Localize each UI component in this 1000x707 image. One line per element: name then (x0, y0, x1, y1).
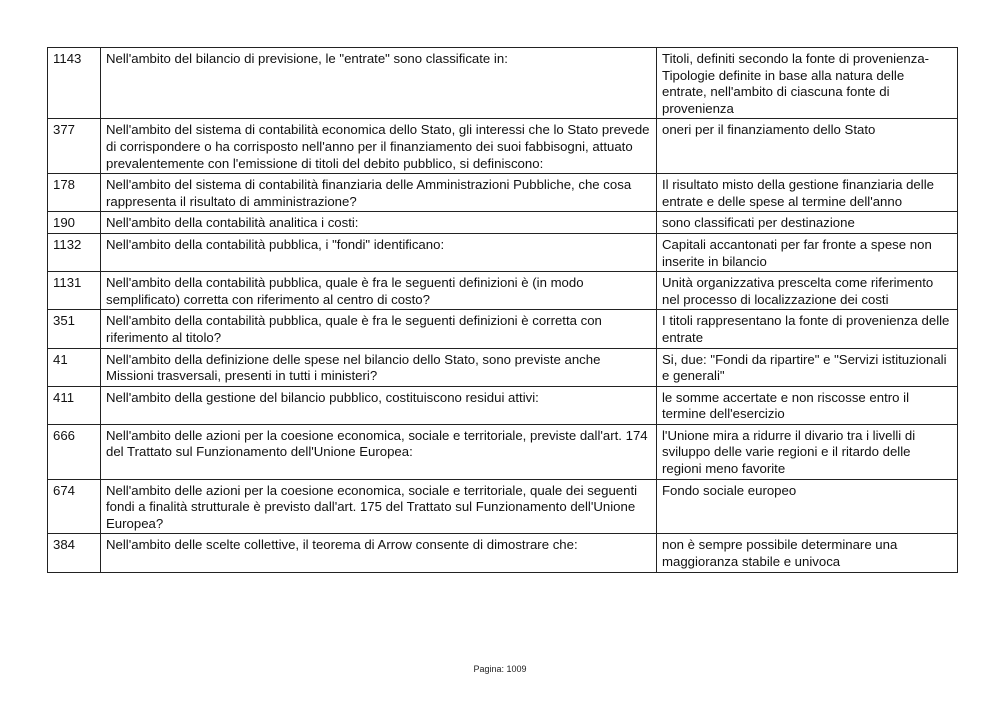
question-text: Nell'ambito della contabilità analitica i costi: (101, 212, 657, 234)
question-text: Nell'ambito delle scelte collettive, il teorema di Arrow consente di dimostrare che: (101, 534, 657, 572)
question-id: 41 (48, 348, 101, 386)
table-row (48, 424, 958, 479)
question-text: Nell'ambito del sistema di contabilità finanziaria delle Amministrazioni Pubbliche, che cosa rappresenta il risultato di amministrazione? (101, 174, 657, 212)
question-id: 178 (48, 174, 101, 212)
question-id: 377 (48, 119, 101, 174)
question-id: 1132 (48, 233, 101, 271)
answer-text: I titoli rappresentano la fonte di provenienza delle entrate (657, 310, 958, 348)
table-row (48, 479, 958, 534)
table-row (48, 310, 958, 348)
question-id: 411 (48, 386, 101, 424)
question-id: 190 (48, 212, 101, 234)
question-text: Nell'ambito della contabilità pubblica, quale è fra le seguenti definizioni è (in modo semplificato) corretta con riferimento al centro di costo? (101, 272, 657, 310)
question-id: 674 (48, 479, 101, 534)
answer-text: Il risultato misto della gestione finanziaria delle entrate e delle spese al termine dell'anno (657, 174, 958, 212)
question-id: 1131 (48, 272, 101, 310)
question-text: Nell'ambito della gestione del bilancio pubblico, costituiscono residui attivi: (101, 386, 657, 424)
table-row (48, 272, 958, 310)
question-text: Nell'ambito del sistema di contabilità economica dello Stato, gli interessi che lo Stato prevede di corrispondere o ha corrisposto nell'anno per il finanziamento dei suoi fabbisogni, attuato prevalentemente con l'emissione di titoli del debito pubblico, si definiscono: (101, 119, 657, 174)
qa-table (47, 47, 958, 573)
question-id: 384 (48, 534, 101, 572)
question-text: Nell'ambito del bilancio di previsione, le "entrate" sono classificate in: (101, 48, 657, 119)
table-row (48, 212, 958, 234)
table-row (48, 174, 958, 212)
answer-text: Si, due: "Fondi da ripartire" e "Servizi istituzionali e generali" (657, 348, 958, 386)
question-text: Nell'ambito delle azioni per la coesione economica, sociale e territoriale, previste dall'art. 174 del Trattato sul Funzionamento dell'Unione Europea: (101, 424, 657, 479)
page-number: Pagina: 1009 (473, 664, 527, 674)
question-id: 351 (48, 310, 101, 348)
table-row (48, 48, 958, 119)
question-id: 1143 (48, 48, 101, 119)
answer-text: non è sempre possibile determinare una maggioranza stabile e univoca (657, 534, 958, 572)
table-row (48, 348, 958, 386)
question-text: Nell'ambito della definizione delle spese nel bilancio dello Stato, sono previste anche Missioni trasversali, presenti in tutti i ministeri? (101, 348, 657, 386)
answer-text: Fondo sociale europeo (657, 479, 958, 534)
table-row (48, 534, 958, 572)
answer-text: oneri per il finanziamento dello Stato (657, 119, 958, 174)
table-row (48, 386, 958, 424)
answer-text: Titoli, definiti secondo la fonte di provenienza- Tipologie definite in base alla natura delle entrate, nell'ambito di ciascuna fonte di provenienza (657, 48, 958, 119)
question-text: Nell'ambito della contabilità pubblica, i "fondi" identificano: (101, 233, 657, 271)
question-id: 666 (48, 424, 101, 479)
question-text: Nell'ambito delle azioni per la coesione economica, sociale e territoriale, quale dei seguenti fondi a finalità strutturale è previsto dall'art. 175 del Trattato sul Funzionamento dell'Unione Europea? (101, 479, 657, 534)
answer-text: le somme accertate e non riscosse entro il termine dell'esercizio (657, 386, 958, 424)
table-row (48, 119, 958, 174)
answer-text: l'Unione mira a ridurre il divario tra i livelli di sviluppo delle varie regioni e il ritardo delle regioni meno favorite (657, 424, 958, 479)
table-row (48, 233, 958, 271)
question-text: Nell'ambito della contabilità pubblica, quale è fra le seguenti definizioni è corretta con riferimento al titolo? (101, 310, 657, 348)
answer-text: Unità organizzativa prescelta come riferimento nel processo di localizzazione dei costi (657, 272, 958, 310)
answer-text: Capitali accantonati per far fronte a spese non inserite in bilancio (657, 233, 958, 271)
answer-text: sono classificati per destinazione (657, 212, 958, 234)
